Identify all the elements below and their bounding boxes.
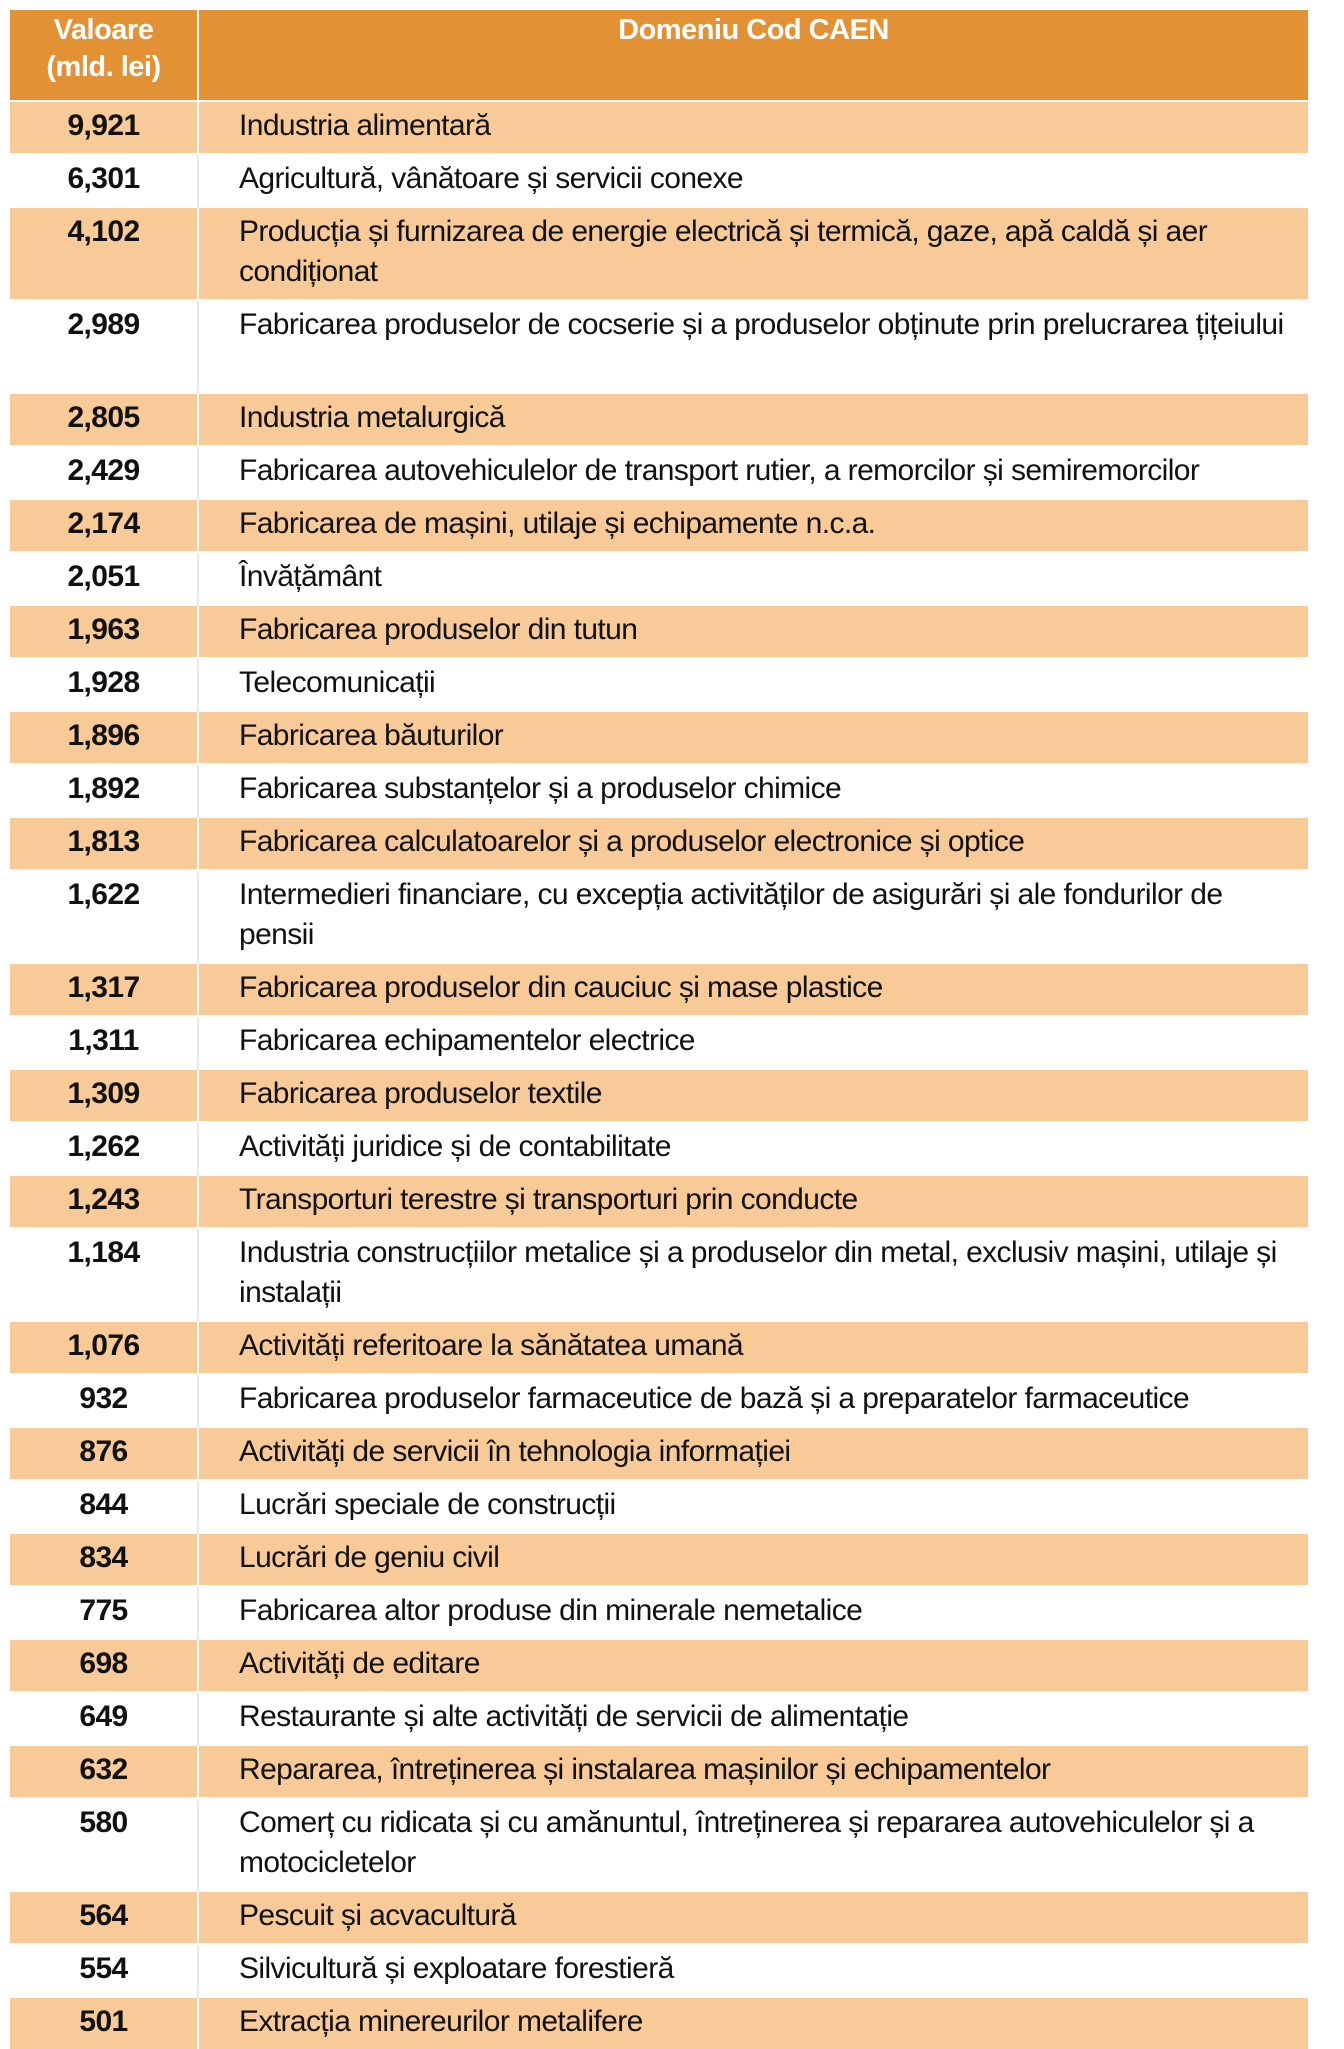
row-domain: Învățământ <box>198 552 1308 605</box>
table-row <box>10 393 1308 446</box>
row-value: 1,262 <box>10 1122 198 1175</box>
row-domain: Fabricarea produselor textile <box>198 1069 1308 1122</box>
row-value: 1,243 <box>10 1175 198 1228</box>
table-row <box>10 711 1308 764</box>
table-row <box>10 605 1308 658</box>
row-domain: Comerț cu ridicata și cu amănuntul, întreținerea și repararea autovehiculelor și a motocicletelor <box>198 1798 1308 1891</box>
table-row <box>10 658 1308 711</box>
table-row <box>10 499 1308 552</box>
row-value: 1,813 <box>10 817 198 870</box>
row-domain: Extracția minereurilor metalifere <box>198 1997 1308 2049</box>
row-value: 6,301 <box>10 154 198 207</box>
table-row <box>10 207 1308 300</box>
row-value: 1,928 <box>10 658 198 711</box>
row-domain: Industria alimentară <box>198 101 1308 154</box>
row-domain: Transporturi terestre și transporturi prin conducte <box>198 1175 1308 1228</box>
caen-value-table <box>10 10 1308 2049</box>
row-value: 554 <box>10 1944 198 1997</box>
table-row <box>10 1639 1308 1692</box>
table-row <box>10 1891 1308 1944</box>
row-value: 632 <box>10 1745 198 1798</box>
row-value: 698 <box>10 1639 198 1692</box>
header-domain: Domeniu Cod CAEN <box>198 10 1308 101</box>
row-value: 1,963 <box>10 605 198 658</box>
table-row <box>10 1427 1308 1480</box>
row-value: 2,051 <box>10 552 198 605</box>
row-value: 564 <box>10 1891 198 1944</box>
row-domain: Repararea, întreținerea și instalarea mașinilor și echipamentelor <box>198 1745 1308 1798</box>
row-domain: Activități de editare <box>198 1639 1308 1692</box>
row-domain: Fabricarea produselor din tutun <box>198 605 1308 658</box>
row-value: 932 <box>10 1374 198 1427</box>
row-domain: Fabricarea produselor de cocserie și a produselor obținute prin prelucrarea țițeiului <box>198 300 1308 393</box>
row-domain: Fabricarea produselor din cauciuc și mase plastice <box>198 963 1308 1016</box>
row-value: 834 <box>10 1533 198 1586</box>
table-row <box>10 1122 1308 1175</box>
row-value: 580 <box>10 1798 198 1891</box>
table-row <box>10 1016 1308 1069</box>
table-row <box>10 1745 1308 1798</box>
row-domain: Fabricarea calculatoarelor și a produselor electronice și optice <box>198 817 1308 870</box>
row-value: 1,622 <box>10 870 198 963</box>
row-value: 2,429 <box>10 446 198 499</box>
row-value: 2,805 <box>10 393 198 446</box>
table-row <box>10 300 1308 393</box>
row-value: 2,989 <box>10 300 198 393</box>
row-domain: Telecomunicații <box>198 658 1308 711</box>
row-value: 1,311 <box>10 1016 198 1069</box>
row-domain: Industria metalurgică <box>198 393 1308 446</box>
row-domain: Industria construcțiilor metalice și a produselor din metal, exclusiv mașini, utilaje și instalații <box>198 1228 1308 1321</box>
row-domain: Fabricarea substanțelor și a produselor chimice <box>198 764 1308 817</box>
table-row <box>10 870 1308 963</box>
row-domain: Fabricarea băuturilor <box>198 711 1308 764</box>
table-row <box>10 817 1308 870</box>
row-domain: Pescuit și acvacultură <box>198 1891 1308 1944</box>
table-row <box>10 1175 1308 1228</box>
row-domain: Activități referitoare la sănătatea umană <box>198 1321 1308 1374</box>
row-value: 775 <box>10 1586 198 1639</box>
row-domain: Fabricarea produselor farmaceutice de bază și a preparatelor farmaceutice <box>198 1374 1308 1427</box>
row-value: 649 <box>10 1692 198 1745</box>
caen-table-wrapper <box>10 10 1308 2049</box>
table-row <box>10 446 1308 499</box>
row-domain: Restaurante și alte activități de servicii de alimentație <box>198 1692 1308 1745</box>
row-domain: Fabricarea echipamentelor electrice <box>198 1016 1308 1069</box>
table-row <box>10 552 1308 605</box>
header-value: Valoare (mld. lei) <box>10 10 198 101</box>
row-domain: Fabricarea de mașini, utilaje și echipamente n.c.a. <box>198 499 1308 552</box>
row-value: 501 <box>10 1997 198 2049</box>
row-value: 844 <box>10 1480 198 1533</box>
row-domain: Intermedieri financiare, cu excepția activităților de asigurări și ale fondurilor de pensii <box>198 870 1308 963</box>
row-value: 2,174 <box>10 499 198 552</box>
table-row <box>10 963 1308 1016</box>
table-row <box>10 1533 1308 1586</box>
table-row <box>10 1069 1308 1122</box>
table-row <box>10 764 1308 817</box>
row-domain: Agricultură, vânătoare și servicii conexe <box>198 154 1308 207</box>
table-row <box>10 1228 1308 1321</box>
table-row <box>10 1321 1308 1374</box>
row-value: 4,102 <box>10 207 198 300</box>
table-row <box>10 1798 1308 1891</box>
row-domain: Activități de servicii în tehnologia informației <box>198 1427 1308 1480</box>
table-row <box>10 154 1308 207</box>
row-value: 1,309 <box>10 1069 198 1122</box>
table-header-row <box>10 10 1308 101</box>
table-row <box>10 1374 1308 1427</box>
row-value: 1,892 <box>10 764 198 817</box>
row-value: 876 <box>10 1427 198 1480</box>
table-row <box>10 1480 1308 1533</box>
row-domain: Producția și furnizarea de energie electrică și termică, gaze, apă caldă și aer condiționat <box>198 207 1308 300</box>
row-value: 1,184 <box>10 1228 198 1321</box>
row-value: 1,896 <box>10 711 198 764</box>
row-domain: Fabricarea autovehiculelor de transport rutier, a remorcilor și semiremorcilor <box>198 446 1308 499</box>
table-body <box>10 101 1308 2049</box>
row-domain: Silvicultură și exploatare forestieră <box>198 1944 1308 1997</box>
row-domain: Lucrări de geniu civil <box>198 1533 1308 1586</box>
table-row <box>10 1586 1308 1639</box>
table-row <box>10 101 1308 154</box>
row-value: 1,076 <box>10 1321 198 1374</box>
table-row <box>10 1692 1308 1745</box>
row-domain: Activități juridice și de contabilitate <box>198 1122 1308 1175</box>
table-row <box>10 1997 1308 2049</box>
row-value: 9,921 <box>10 101 198 154</box>
row-domain: Lucrări speciale de construcții <box>198 1480 1308 1533</box>
row-domain: Fabricarea altor produse din minerale nemetalice <box>198 1586 1308 1639</box>
table-row <box>10 1944 1308 1997</box>
row-value: 1,317 <box>10 963 198 1016</box>
